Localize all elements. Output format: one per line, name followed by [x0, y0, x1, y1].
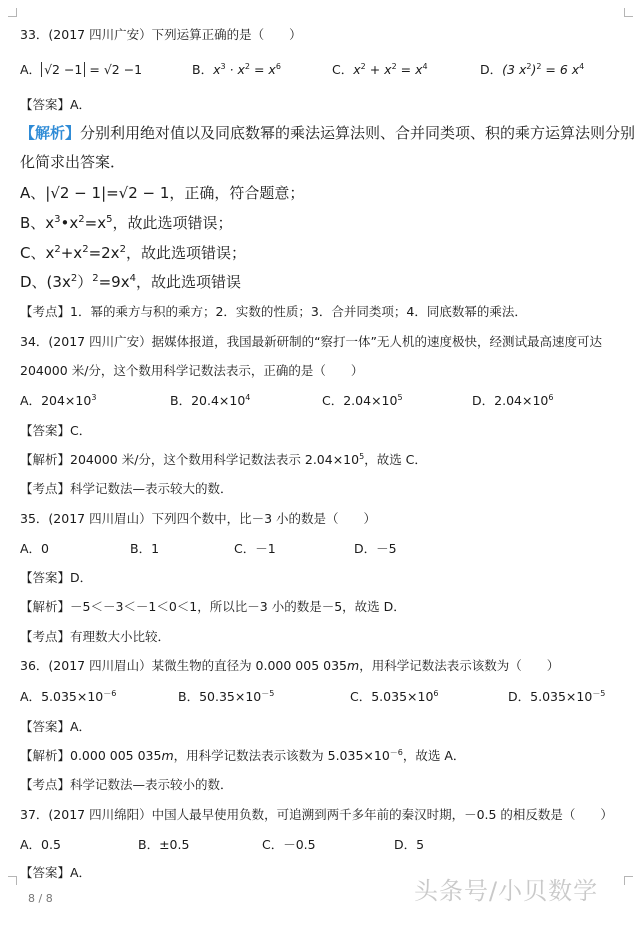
q33-kaodian: 【考点】1．幂的乘方与积的乘方；2．实数的性质；3．合并同类项；4．同底数幂的乘法．	[20, 304, 527, 319]
analysis-label: 【解析】	[20, 124, 81, 142]
q34-option-a: A．$204\times 10^3$	[20, 392, 97, 408]
q33-line-b: B、$x^3•x^2=x^5$，故此选项错误；	[20, 214, 233, 232]
crop-mark-bottom-left	[8, 876, 17, 885]
watermark: 头条号/小贝数学	[414, 877, 599, 905]
q36-option-c: C．$5.035\times 10^6$	[350, 688, 439, 704]
q33-options	[20, 61, 630, 79]
q36-answer: 【答案】A．	[20, 719, 92, 734]
q36-kaodian: 【考点】科学记数法—表示较小的数．	[20, 777, 233, 792]
q35-options	[20, 540, 630, 558]
q34-option-b: B．$20.4\times 10^4$	[170, 392, 251, 408]
q33-option-a: A． √2 −1 = √2 −1	[20, 62, 143, 77]
q35-option-a: A．0	[20, 541, 50, 556]
q33-stem: 33．(2017 四川广安）下列运算正确的是（ ）	[20, 27, 302, 42]
q33-answer: 【答案】A．	[20, 97, 92, 112]
q37-option-c: C．－0.5	[262, 837, 316, 852]
q36-option-a: A．$5.035\times 10^{-6}$	[20, 688, 117, 704]
q37-answer: 【答案】A．	[20, 865, 92, 880]
q33-analysis: 【解析】分别利用绝对值以及同底数幂的乘法运算法则、合并同类项、积的乘方运算法则分别	[20, 124, 636, 142]
q35-answer: 【答案】D．	[20, 570, 93, 585]
q37-option-d: D．5	[394, 837, 425, 852]
q35-analysis: 【解析】－5＜－3＜－1＜0＜1，所以比－3 小的数是－5，故选 D．	[20, 599, 406, 614]
q33-line-d: D、$(3x^2)^2=9x^4$，故此选项错误	[20, 273, 241, 291]
q36-option-d: D．$5.035\times 10^{-5}$	[508, 688, 606, 704]
crop-mark-top-left	[8, 8, 17, 17]
q36-option-b: B．$50.35\times 10^{-5}$	[178, 688, 275, 704]
q34-option-c: C．$2.04\times 10^5$	[322, 392, 403, 408]
q37-option-a: A．0.5	[20, 837, 61, 852]
q37-stem: 37．(2017 四川绵阳）中国人最早使用负数，可追溯到两千多年前的秦汉时期，－0.5 的相反数是（ ）	[20, 807, 613, 822]
q34-kaodian: 【考点】科学记数法—表示较大的数．	[20, 481, 233, 496]
q34-answer: 【答案】C．	[20, 423, 92, 438]
q33-option-b: B．$x^3 \cdot x^2 = x^6$	[192, 61, 281, 77]
page-number: 8 / 8	[28, 892, 53, 905]
q34-option-d: D．$2.04\times 10^6$	[472, 392, 554, 408]
q33-option-c: C．$x^2 + x^2 = x^4$	[332, 61, 428, 77]
q33-line-c: C、$x^2+x^2=2x^2$，故此选项错误；	[20, 244, 246, 262]
q34-stem-2: 204000 米/分，这个数用科学记数法表示，正确的是（ ）	[20, 363, 364, 378]
q33-option-d: D．(3 $x^2)^2 = 6$ $x^4$	[480, 61, 585, 77]
q35-option-b: B．1	[130, 541, 160, 556]
q34-stem-1: 34．(2017 四川广安）据媒体报道，我国最新研制的“察打一体”无人机的速度极快，经测试最高速度可达	[20, 334, 603, 349]
crop-mark-top-right	[624, 8, 633, 17]
q37-options	[20, 836, 630, 854]
crop-mark-bottom-right	[624, 876, 633, 885]
q37-option-b: B．±0.5	[138, 837, 190, 852]
q34-options	[20, 392, 630, 410]
q36-stem: 36．(2017 四川眉山）某微生物的直径为 0.000 005 035m，用科学记数法表示该数为（ ）	[20, 658, 560, 673]
q35-stem: 35．(2017 四川眉山）下列四个数中，比－3 小的数是（ ）	[20, 511, 376, 526]
q33-line-a: A、|√2 − 1|=√2 − 1，正确，符合题意；	[20, 184, 305, 202]
q33-analysis-cont: 化简求出答案．	[20, 153, 126, 171]
q36-analysis: 【解析】0.000 005 035m，用科学记数法表示该数为 $5.035\times 10^{-6}$，故选 A．	[20, 747, 466, 763]
q35-kaodian: 【考点】有理数大小比较．	[20, 629, 171, 644]
q36-options	[20, 688, 630, 706]
q35-option-c: C．－1	[234, 541, 276, 556]
q34-analysis: 【解析】204000 米/分，这个数用科学记数法表示 $2.04\times 10^5$，故选 C．	[20, 451, 427, 467]
q35-option-d: D．－5	[354, 541, 397, 556]
